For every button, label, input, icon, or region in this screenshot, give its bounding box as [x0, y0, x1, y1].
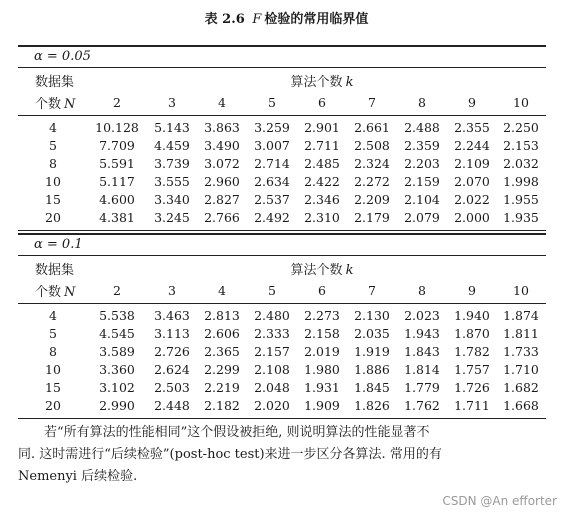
- critical-value-cell: 7.709: [99, 138, 135, 153]
- critical-value-cell: 2.355: [454, 120, 490, 135]
- critical-value-cell: 1.955: [503, 192, 539, 207]
- algorithms-header: [291, 259, 354, 278]
- critical-value-cell: 2.346: [304, 192, 340, 207]
- critical-value-cell: 2.158: [304, 326, 340, 341]
- critical-value-cell: 1.843: [404, 344, 440, 359]
- critical-value-cell: 1.931: [304, 380, 340, 395]
- critical-value-cell: 2.480: [254, 308, 290, 323]
- critical-value-cell: 2.990: [99, 398, 135, 413]
- caption-label: 表 2.6: [204, 12, 245, 27]
- critical-value-cell: 1.826: [354, 398, 390, 413]
- critical-value-cell: 1.811: [503, 326, 539, 341]
- header-rule: [18, 115, 546, 116]
- critical-value-cell: 3.863: [204, 120, 240, 135]
- critical-value-cell: 2.032: [503, 156, 539, 171]
- critical-value-cell: 3.739: [154, 156, 190, 171]
- k-value-header: 10: [513, 95, 529, 110]
- critical-value-cell: 1.682: [503, 380, 539, 395]
- dataset-count-cell: 5: [49, 138, 57, 153]
- paragraph-line: Nemenyi 后续检验.: [18, 469, 138, 484]
- critical-value-cell: 2.299: [204, 362, 240, 377]
- critical-value-cell: 2.157: [254, 344, 290, 359]
- critical-value-cell: 1.782: [454, 344, 490, 359]
- k-value-header: 3: [168, 95, 176, 110]
- critical-value-cell: 2.813: [204, 308, 240, 323]
- paragraph-line: 若“所有算法的性能相同”这个假设被拒绝, 则说明算法的性能显著不: [44, 425, 430, 440]
- k-value-header: 8: [418, 95, 426, 110]
- critical-value-cell: 2.960: [204, 174, 240, 189]
- table-caption: [0, 8, 573, 27]
- critical-value-cell: 2.179: [354, 210, 390, 225]
- caption-variable: F: [252, 12, 262, 27]
- k-value-header: 8: [418, 283, 426, 298]
- alpha-label: α = 0.05: [34, 49, 91, 64]
- critical-value-cell: 2.079: [404, 210, 440, 225]
- critical-value-cell: 1.668: [503, 398, 539, 413]
- critical-value-cell: 2.109: [454, 156, 490, 171]
- dataset-count-cell: 20: [45, 210, 61, 225]
- critical-value-cell: 1.757: [454, 362, 490, 377]
- critical-value-cell: 3.360: [99, 362, 135, 377]
- dataset-count-cell: 4: [49, 308, 57, 323]
- critical-value-cell: 2.219: [204, 380, 240, 395]
- critical-value-cell: 2.324: [354, 156, 390, 171]
- critical-value-cell: 2.711: [304, 138, 340, 153]
- critical-value-cell: 1.998: [503, 174, 539, 189]
- paragraph-line: 同. 这时需进行“后续检验”(post-hoc test)来进一步区分各算法. 常用的有: [18, 447, 442, 462]
- critical-value-cell: 3.340: [154, 192, 190, 207]
- critical-value-cell: 3.589: [99, 344, 135, 359]
- critical-value-cell: 1.711: [454, 398, 490, 413]
- critical-value-cell: 3.555: [154, 174, 190, 189]
- critical-value-cell: 2.827: [204, 192, 240, 207]
- critical-value-cell: 3.113: [154, 326, 190, 341]
- body-paragraph: [18, 422, 558, 488]
- algorithms-header: [291, 71, 354, 90]
- critical-value-cell: 1.909: [304, 398, 340, 413]
- critical-value-cell: 1.940: [454, 308, 490, 323]
- count-header: [35, 93, 75, 112]
- critical-value-cell: 1.845: [354, 380, 390, 395]
- dataset-header: 数据集: [35, 263, 75, 278]
- critical-value-cell: 1.874: [503, 308, 539, 323]
- critical-value-cell: 3.245: [154, 210, 190, 225]
- critical-value-cell: 2.273: [304, 308, 340, 323]
- critical-value-cell: 2.130: [354, 308, 390, 323]
- critical-value-cell: 2.070: [454, 174, 490, 189]
- k-value-header: 2: [113, 283, 121, 298]
- table-top-rule: [18, 45, 546, 47]
- critical-value-cell: 2.250: [503, 120, 539, 135]
- critical-value-cell: 2.209: [354, 192, 390, 207]
- caption-text: 检验的常用临界值: [264, 12, 369, 27]
- critical-value-cell: 2.108: [254, 362, 290, 377]
- critical-value-cell: 3.072: [204, 156, 240, 171]
- critical-value-cell: 2.333: [254, 326, 290, 341]
- critical-value-cell: 1.733: [503, 344, 539, 359]
- critical-value-cell: 1.870: [454, 326, 490, 341]
- critical-value-cell: 2.537: [254, 192, 290, 207]
- count-label: 个数: [35, 285, 62, 300]
- critical-value-cell: 2.624: [154, 362, 190, 377]
- critical-value-cell: 5.143: [154, 120, 190, 135]
- critical-value-cell: 1.980: [304, 362, 340, 377]
- critical-value-cell: 1.919: [354, 344, 390, 359]
- critical-value-cell: 5.591: [99, 156, 135, 171]
- critical-value-cell: 5.538: [99, 308, 135, 323]
- critical-value-cell: 3.259: [254, 120, 290, 135]
- k-value-header: 7: [368, 283, 376, 298]
- critical-value-cell: 1.814: [404, 362, 440, 377]
- count-variable: N: [64, 285, 76, 300]
- k-value-header: 5: [268, 95, 276, 110]
- k-value-header: 4: [218, 283, 226, 298]
- algorithms-variable: k: [345, 75, 354, 90]
- algorithms-label: 算法个数: [290, 263, 343, 278]
- critical-value-cell: 2.159: [404, 174, 440, 189]
- critical-value-cell: 2.365: [204, 344, 240, 359]
- critical-value-cell: 4.545: [99, 326, 135, 341]
- critical-value-cell: 2.153: [503, 138, 539, 153]
- dataset-count-cell: 15: [45, 192, 61, 207]
- count-header: [35, 281, 75, 300]
- critical-value-cell: 1.886: [354, 362, 390, 377]
- critical-value-cell: 2.606: [204, 326, 240, 341]
- critical-value-cell: 2.023: [404, 308, 440, 323]
- critical-value-cell: 3.490: [204, 138, 240, 153]
- critical-value-cell: 1.726: [454, 380, 490, 395]
- k-value-header: 6: [318, 283, 326, 298]
- critical-value-cell: 2.766: [204, 210, 240, 225]
- critical-value-cell: 1.779: [404, 380, 440, 395]
- critical-value-cell: 2.244: [454, 138, 490, 153]
- critical-value-cell: 1.762: [404, 398, 440, 413]
- critical-value-cell: 2.492: [254, 210, 290, 225]
- critical-value-cell: 2.901: [304, 120, 340, 135]
- critical-value-cell: 2.182: [204, 398, 240, 413]
- critical-value-cell: 4.459: [154, 138, 190, 153]
- critical-value-cell: 2.048: [254, 380, 290, 395]
- critical-value-cell: 2.019: [304, 344, 340, 359]
- k-value-header: 5: [268, 283, 276, 298]
- alpha-rule: [18, 67, 546, 68]
- dataset-count-cell: 10: [45, 174, 61, 189]
- k-value-header: 7: [368, 95, 376, 110]
- critical-value-cell: 4.381: [99, 210, 135, 225]
- count-label: 个数: [35, 97, 62, 112]
- table-bottom-rule: [18, 230, 546, 231]
- dataset-count-cell: 10: [45, 362, 61, 377]
- algorithms-variable: k: [345, 263, 354, 278]
- alpha-label: α = 0.1: [34, 237, 83, 252]
- k-value-header: 2: [113, 95, 121, 110]
- critical-value-cell: 2.448: [154, 398, 190, 413]
- critical-value-cell: 2.634: [254, 174, 290, 189]
- critical-value-cell: 2.310: [304, 210, 340, 225]
- count-variable: N: [64, 97, 76, 112]
- k-value-header: 10: [513, 283, 529, 298]
- critical-value-cell: 2.485: [304, 156, 340, 171]
- header-rule: [18, 303, 546, 304]
- critical-value-cell: 2.503: [154, 380, 190, 395]
- algorithms-label: 算法个数: [290, 75, 343, 90]
- critical-value-cell: 3.463: [154, 308, 190, 323]
- critical-value-cell: 2.035: [354, 326, 390, 341]
- k-value-header: 6: [318, 95, 326, 110]
- critical-value-cell: 10.128: [95, 120, 139, 135]
- dataset-header: 数据集: [35, 75, 75, 90]
- critical-value-cell: 1.710: [503, 362, 539, 377]
- critical-value-cell: 2.359: [404, 138, 440, 153]
- critical-value-cell: 2.104: [404, 192, 440, 207]
- dataset-count-cell: 20: [45, 398, 61, 413]
- alpha-rule: [18, 255, 546, 256]
- critical-value-cell: 2.020: [254, 398, 290, 413]
- critical-value-cell: 2.000: [454, 210, 490, 225]
- k-value-header: 4: [218, 95, 226, 110]
- critical-value-cell: 1.935: [503, 210, 539, 225]
- table-bottom-rule: [18, 418, 546, 419]
- critical-value-cell: 5.117: [99, 174, 135, 189]
- critical-value-cell: 2.272: [354, 174, 390, 189]
- critical-value-cell: 2.508: [354, 138, 390, 153]
- csdn-watermark: CSDN @An efforter: [442, 494, 557, 508]
- critical-value-cell: 2.726: [154, 344, 190, 359]
- dataset-count-cell: 15: [45, 380, 61, 395]
- dataset-count-cell: 8: [49, 156, 57, 171]
- table-top-rule: [18, 233, 546, 235]
- critical-value-cell: 1.943: [404, 326, 440, 341]
- dataset-count-cell: 4: [49, 120, 57, 135]
- critical-value-cell: 4.600: [99, 192, 135, 207]
- critical-value-cell: 2.422: [304, 174, 340, 189]
- dataset-count-cell: 8: [49, 344, 57, 359]
- critical-value-cell: 3.102: [99, 380, 135, 395]
- critical-value-cell: 2.022: [454, 192, 490, 207]
- critical-value-cell: 2.714: [254, 156, 290, 171]
- dataset-count-cell: 5: [49, 326, 57, 341]
- k-value-header: 3: [168, 283, 176, 298]
- critical-value-cell: 2.661: [354, 120, 390, 135]
- critical-value-cell: 2.488: [404, 120, 440, 135]
- critical-value-cell: 3.007: [254, 138, 290, 153]
- k-value-header: 9: [468, 283, 476, 298]
- critical-value-cell: 2.203: [404, 156, 440, 171]
- k-value-header: 9: [468, 95, 476, 110]
